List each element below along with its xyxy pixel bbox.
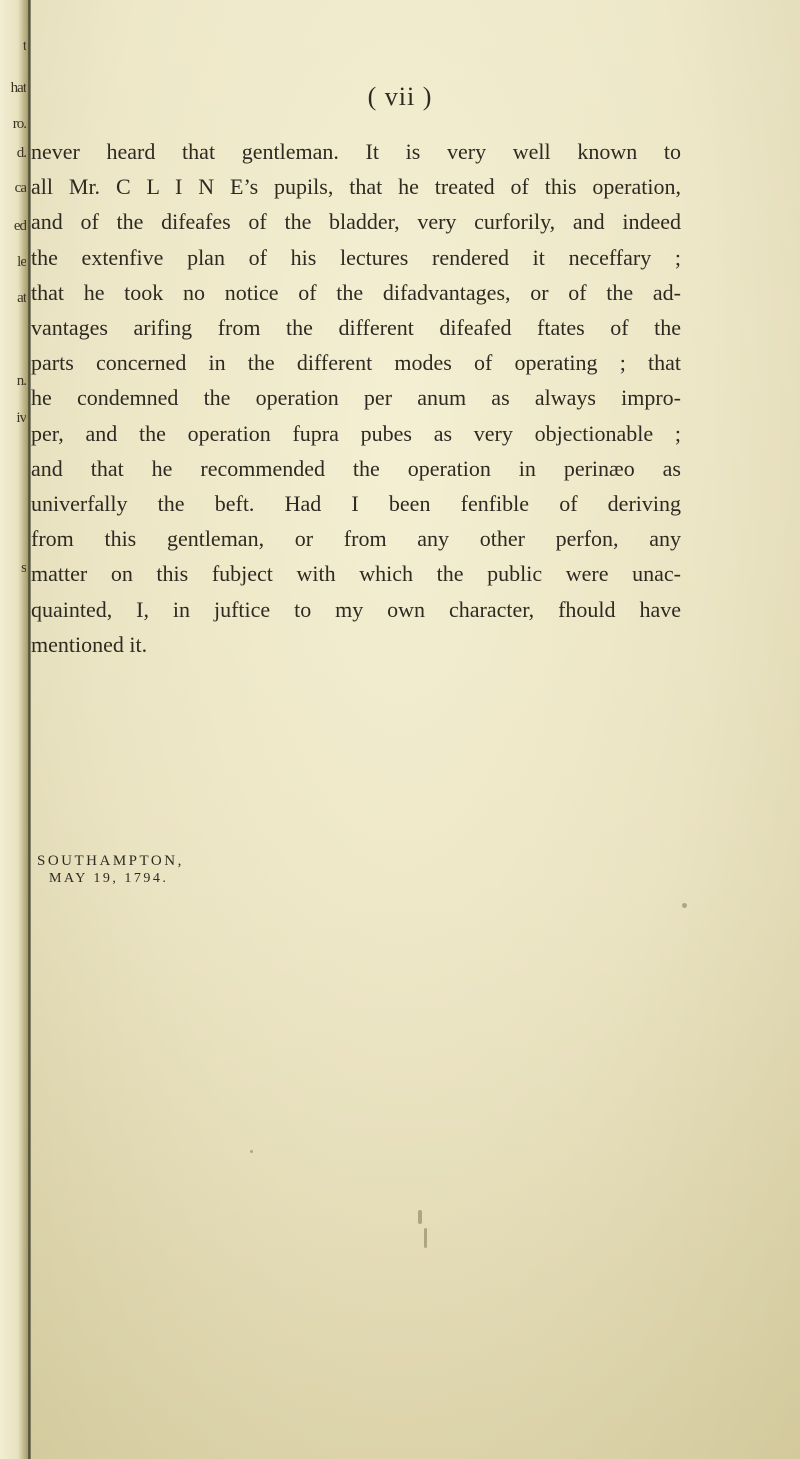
gutter-fragment: ca <box>14 180 26 196</box>
text-line: he condemned the operation per anum as always impro- <box>31 385 681 411</box>
gutter-fragment: t <box>22 38 26 54</box>
body-paragraph <box>31 134 681 662</box>
text-line: univerfally the beft. Had I been fenfible of deriving <box>31 491 681 517</box>
gutter-fragment: iv <box>16 410 26 426</box>
signoff-date: MAY 19, 1794. <box>49 871 169 886</box>
page-number-header: ( vii ) <box>367 82 433 111</box>
gutter-fragment: hat <box>10 80 26 96</box>
signoff-place: SOUTHAMPTON, <box>37 853 184 869</box>
text-line: never heard that gentleman. It is very well known to <box>31 139 681 164</box>
gutter-fragment: n. <box>16 373 26 389</box>
gutter-fragment: s <box>21 560 26 576</box>
signoff <box>37 852 184 888</box>
text-line: that he took no notice of the difadvantages, or of the ad- <box>31 279 681 305</box>
gutter-fragment: le <box>17 254 26 270</box>
paper-speck <box>250 1150 253 1153</box>
paper-speck <box>682 903 687 908</box>
gutter-fragment: ro. <box>12 116 26 132</box>
text-line: from this gentleman, or from any other perfon, any <box>31 526 681 552</box>
text-line: per, and the operation fupra pubes as very objectionable ; <box>31 420 681 446</box>
text-line: parts concerned in the different modes of operating ; that <box>31 350 681 376</box>
gutter-fragment: ed <box>13 218 26 234</box>
text-line: the extenfive plan of his lectures rendered it neceffary ; <box>31 244 681 270</box>
text-line: quainted, I, in juftice to my own character, fhould have <box>31 596 681 622</box>
text-line: and of the difeafes of the bladder, very curforily, and indeed <box>31 209 681 235</box>
gutter-fragment: d. <box>16 145 26 161</box>
text-line: matter on this fubject with which the public were unac- <box>31 561 681 587</box>
text-line: mentioned it. <box>31 631 148 657</box>
paper-speck <box>418 1210 422 1224</box>
paper-speck <box>424 1228 427 1248</box>
text-line: and that he recommended the operation in perinæo as <box>31 455 681 481</box>
text-line: all Mr. C L I N E’s pupils, that he treated of this operation, <box>31 174 681 200</box>
text-line: vantages arifing from the different difeafed ftates of the <box>31 315 681 341</box>
gutter-fragment: at <box>17 290 26 306</box>
